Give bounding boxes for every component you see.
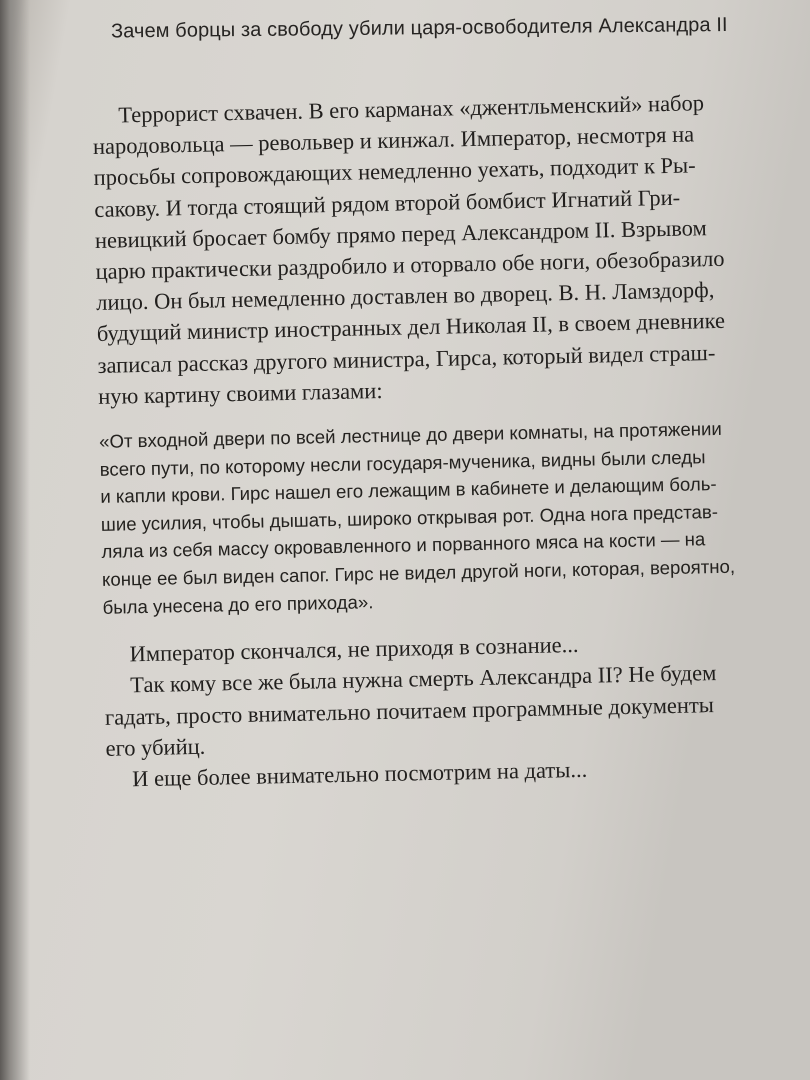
text-line: лицо. Он был немедленно доставлен во дворец. В. Н. Ламздорф, [95, 277, 715, 316]
quote-line: шие усилия, чтобы дышать, широко открывая рот. Одна нога представ- [100, 500, 719, 535]
text-line: невицкий бросает бомбу прямо перед Александром II. Взрывом [94, 214, 707, 253]
text-line: Так кому все же была нужна смерть Александра II? Не будем [130, 660, 717, 698]
quote-line: конце ее был виден сапог. Гирс не видел другой ноги, которая, вероятно, [101, 555, 736, 590]
block-quote [99, 414, 753, 621]
text-line: царю практически раздробило и оторвало обе ноги, обезобразило [95, 245, 725, 284]
text-line: Террорист схвачен. В его карманах «джентльменский» набор [118, 90, 705, 128]
page-body [92, 86, 756, 795]
text-line: просьбы сопровождающих немедленно уехать, подходит к Ры- [93, 152, 696, 191]
text-line: его убийц. [105, 733, 206, 761]
text-line: сакову. И тогда стоящий рядом второй бомбист Игнатий Гри- [94, 184, 681, 222]
text-line: будущий министр иностранных дел Николая II, в своем дневнике [96, 308, 726, 347]
text-line: народовольца — револьвер и кинжал. Император, несмотря на [92, 121, 695, 160]
quote-line: «От входной двери по всей лестнице до двери комнаты, на протяжении [98, 417, 722, 452]
text-line: И еще более внимательно посмотрим на даты... [131, 756, 588, 792]
quote-line: всего пути, по которому несли государя-мученика, видны были следы [99, 445, 706, 480]
paragraph-1 [92, 86, 748, 412]
spine-shadow [0, 0, 30, 1080]
paragraph-3 [104, 657, 756, 764]
text-line: ную картину своими глазами: [97, 377, 383, 409]
text-line: записал рассказ другого министра, Гирса, который видел страш- [97, 339, 716, 378]
text-line: Император скончался, не приходя в сознание... [129, 632, 579, 667]
quote-line: была унесена до его прихода». [102, 590, 374, 618]
text-line: гадать, просто внимательно почитаем программные документы [104, 691, 715, 730]
quote-line: и капли крови. Гирс нашел его лежащим в кабинете и делающим боль- [100, 473, 717, 508]
running-head: Зачем борцы за свободу убили царя-освободителя Александра II [111, 14, 729, 43]
quote-line: ляла из себя массу окровавленного и порванного мяса на кости — на [101, 528, 706, 563]
